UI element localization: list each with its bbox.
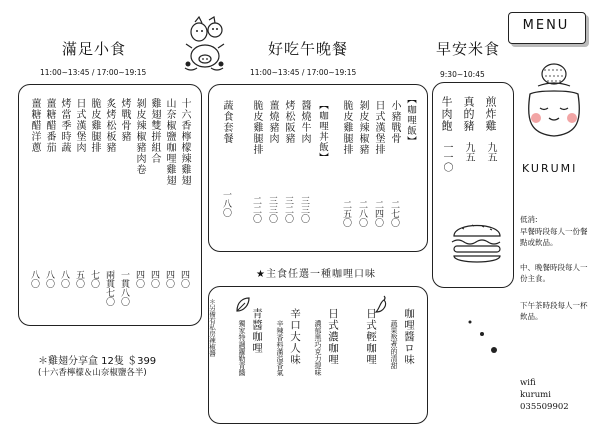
lunch-title: 好吃午晚餐 bbox=[268, 40, 349, 58]
curry-bowl-item-name: 薑燒豬肉 bbox=[267, 100, 278, 144]
snack-item-name: 脆皮雞腿排 bbox=[89, 98, 100, 153]
brand-name: KURUMI bbox=[522, 162, 578, 175]
leaf-icon bbox=[234, 296, 252, 314]
snack-item-price: 八〇 bbox=[29, 270, 39, 288]
wing-share-text: ＊雞翅分享盒 12隻 ＄399 bbox=[38, 356, 157, 367]
curry-rice-item-name: 小豬戰骨 bbox=[389, 100, 400, 144]
snack-item-price: 八〇 bbox=[59, 270, 69, 288]
dots-decoration-icon bbox=[460, 316, 500, 356]
rice-girl-icon bbox=[516, 56, 592, 160]
curry-bowl-item-name: 醬燒牛肉 bbox=[299, 100, 310, 144]
chili-icon bbox=[372, 294, 390, 314]
breakfast-item-name: 煎炸雞 bbox=[484, 96, 497, 132]
breakfast-item-price: 九五 bbox=[463, 142, 474, 162]
breakfast-hours: 9:30~10:45 bbox=[440, 70, 485, 79]
snack-item-name: 剝皮辣椒豬肉卷 bbox=[134, 98, 145, 175]
snack-item-name: 日式漢堡肉 bbox=[74, 98, 85, 153]
min-spend-lunch: 中、晚餐時段每人一份主食。 bbox=[520, 263, 588, 283]
curry-rice-item-name: 脆皮雞腿排 bbox=[341, 100, 352, 155]
snack-item-price: 五〇 bbox=[74, 270, 84, 288]
side-note: ＊另備有私房辣椒醬 bbox=[208, 298, 216, 357]
snack-item-price: 七〇 bbox=[89, 270, 99, 288]
wifi-label: wifi bbox=[520, 378, 536, 388]
snack-item-name: 雞翅雙拼組合 bbox=[149, 98, 160, 164]
lunch-hours: 11:00~13:45 / 17:00~19:15 bbox=[250, 68, 357, 77]
curry-bowl-item-name: 烤松阪豬 bbox=[283, 100, 294, 144]
min-spend-breakfast: 早餐時段每人一份餐點或飲品。 bbox=[520, 227, 588, 247]
curry-bowl-item-price: 二二〇 bbox=[251, 196, 261, 223]
min-spend-title: 低消: bbox=[520, 215, 538, 224]
curry-rice-item-name: 剝皮辣椒豬 bbox=[357, 100, 368, 155]
snack-item-name: 薑糖醋番茄 bbox=[44, 98, 55, 153]
wifi-password: 035509902 bbox=[520, 402, 569, 412]
snack-item-price: 八〇 bbox=[44, 270, 54, 288]
curry-flavor-name: 咖哩醬ロ味 bbox=[403, 308, 415, 366]
curry-rice-item-price: 二四〇 bbox=[373, 200, 383, 227]
veg-set-name: 蔬食套餐 bbox=[221, 100, 232, 144]
burger-icon bbox=[448, 216, 506, 268]
curry-flavor-desc: 蔬果熬煮的清甜 bbox=[390, 320, 398, 369]
curry-rice-item-price: 二八〇 bbox=[357, 200, 367, 227]
snack-item-name: 炙烤松板豬 bbox=[104, 98, 115, 153]
curry-flavor-name: 日式輕咖哩 bbox=[365, 308, 377, 366]
breakfast-item-price: 一一〇 bbox=[441, 142, 452, 172]
breakfast-title: 早安米食 bbox=[436, 40, 501, 58]
curry-flavor-desc: 辛辣香料滿溢香氣 bbox=[276, 320, 284, 376]
snack-item-name: 山奈椒鹽咖哩雞翅 bbox=[164, 98, 175, 186]
curry-flavor-desc: 獨家特調蘿勒青醬 bbox=[238, 320, 246, 376]
min-spend-tea: 下午茶時段每人一杯飲品。 bbox=[520, 301, 588, 321]
snack-item-price: 四〇 bbox=[164, 270, 174, 288]
snack-item-price: 兩貫七〇 bbox=[104, 270, 114, 306]
breakfast-item-name: 真的豬 bbox=[462, 96, 475, 132]
curry-rice-item-price: 二五〇 bbox=[341, 200, 351, 227]
curry-bowl-item-price: 三二〇 bbox=[283, 196, 293, 223]
snack-item-name: 烤戰骨豬 bbox=[119, 98, 130, 142]
snack-item-price: 四〇 bbox=[179, 270, 189, 288]
curry-flavor-desc: 濃郁黑巧克力提味 bbox=[314, 320, 322, 376]
curry-flavor-name: 辛口大人味 bbox=[289, 308, 301, 366]
snack-item-name: 薑糖醋洋蔥 bbox=[29, 98, 40, 153]
curry-rice-label: 【咖哩飯】 bbox=[405, 94, 416, 147]
snack-title: 滿足小食 bbox=[62, 40, 127, 58]
breakfast-item-price: 九五 bbox=[485, 142, 496, 162]
wifi-ssid: kurumi bbox=[520, 390, 551, 400]
snack-item-price: 四〇 bbox=[149, 270, 159, 288]
curry-bowl-label: 【咖哩丼飯】 bbox=[317, 100, 328, 163]
curry-bowl-item-price: 三三〇 bbox=[267, 196, 277, 223]
curry-rice-item-price: 二七〇 bbox=[389, 200, 399, 227]
curry-bowl-item-name: 脆皮雞腿排 bbox=[251, 100, 262, 155]
lunch-footer: ★主食任選一種咖哩口味 bbox=[256, 269, 376, 280]
curry-bowl-item-price: 三三〇 bbox=[299, 196, 309, 223]
snack-item-name: 烤當季時蔬 bbox=[59, 98, 70, 153]
menu-label: MENU bbox=[522, 18, 570, 33]
wing-share-sub: (十六香檸檬＆山奈椒鹽各半) bbox=[38, 368, 147, 378]
curry-flavor-name: 青醬咖哩 bbox=[251, 308, 263, 354]
curry-rice-item-name: 日式漢堡排 bbox=[373, 100, 384, 155]
snack-item-name: 十六香檸檬辣雞翅 bbox=[179, 98, 190, 186]
curry-flavor-name: 日式濃咖哩 bbox=[327, 308, 339, 366]
breakfast-item-name: 牛肉飽 bbox=[440, 96, 453, 132]
snack-hours: 11:00~13:45 / 17:00~19:15 bbox=[40, 68, 147, 77]
animals-doodle-icon bbox=[175, 16, 235, 76]
snack-item-price: 四〇 bbox=[134, 270, 144, 288]
snack-item-price: 一貫八〇 bbox=[119, 270, 129, 306]
veg-set-price: 一八〇 bbox=[221, 190, 231, 217]
